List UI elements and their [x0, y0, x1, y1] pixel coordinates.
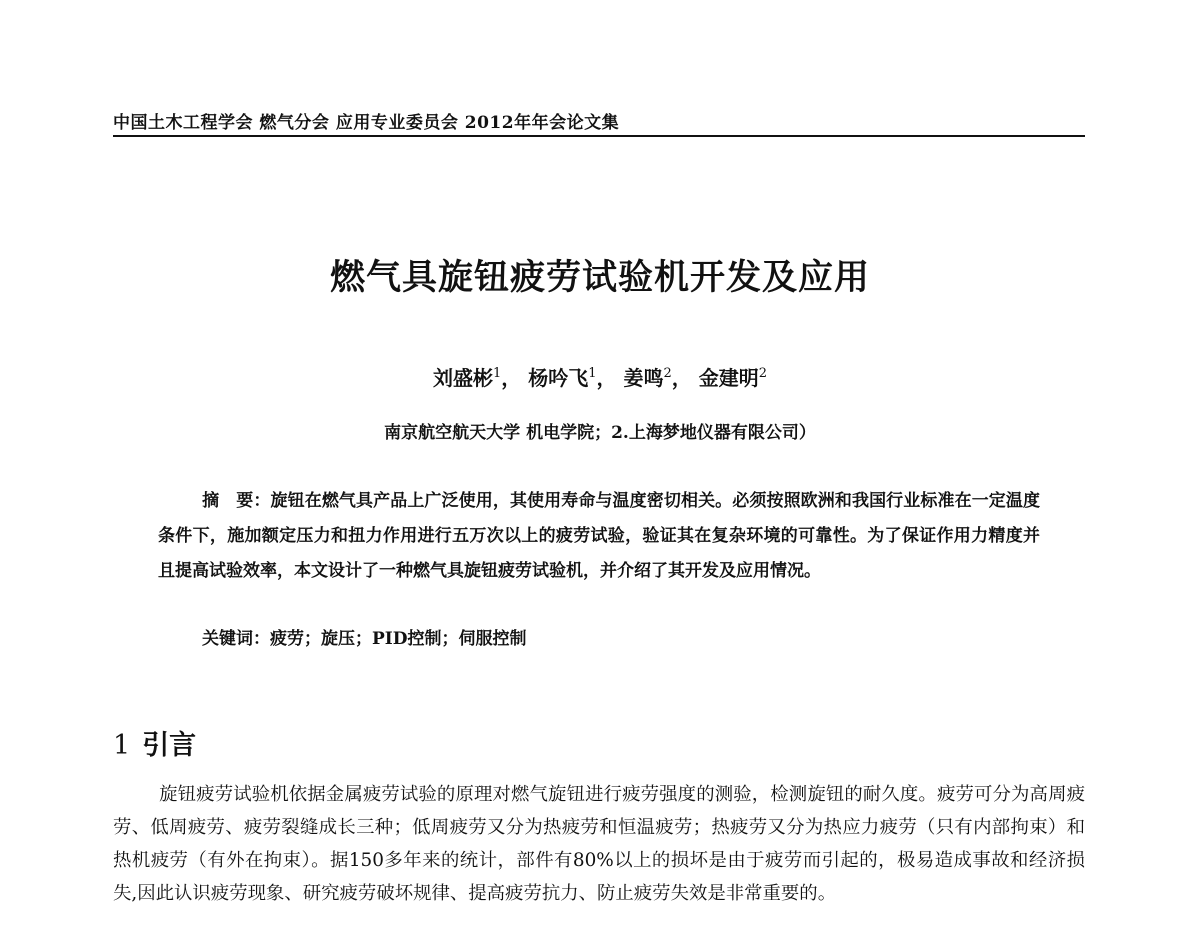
running-head: 中国土木工程学会 燃气分会 应用专业委员会 2012年年会论文集: [113, 113, 620, 133]
paper-title: 燃气具旋钮疲劳试验机开发及应用: [329, 258, 870, 298]
author-affiliation-mark: 2: [663, 366, 672, 381]
keywords: [202, 624, 526, 654]
section-heading: [113, 723, 196, 762]
keywords-label: 关键词：: [202, 629, 270, 649]
author-separator: ，: [596, 366, 617, 390]
keywords-text: 疲劳；旋压；PID控制；伺服控制: [270, 629, 527, 649]
abstract-label: 摘 要：: [202, 491, 271, 511]
author-affiliation-mark: 2: [758, 366, 768, 381]
author-name: 刘盛彬: [432, 366, 493, 390]
author-separator: ，: [501, 366, 522, 390]
header-rule: [113, 135, 1085, 137]
body-paragraph: [113, 778, 1085, 910]
abstract-text: 旋钮在燃气具产品上广泛使用，其使用寿命与温度密切相关。必须按照欧洲和我国行业标准在一定温度条件下，施加额定压力和扭力作用进行五万次以上的疲劳试验，验证其在复杂环境的可靠性。为了保证作用力精度并且提高试验效率，本文设计了一种燃气具旋钮疲劳试验机，并介绍了其开发及应用情况。: [158, 491, 1041, 581]
section-number: 1: [113, 730, 131, 761]
section-title: 引言: [142, 730, 197, 761]
author-separator: ，: [671, 366, 692, 390]
affiliation: 南京航空航天大学 机电学院；2.上海梦地仪器有限公司）: [384, 423, 816, 443]
body-paragraph-text: 旋钮疲劳试验机依据金属疲劳试验的原理对燃气旋钮进行疲劳强度的测验，检测旋钮的耐久度。疲劳可分为高周疲劳、低周疲劳、疲劳裂缝成长三种；低周疲劳又分为热疲劳和恒温疲劳；热疲劳又分为热应力疲劳（只有内部拘束）和热机疲劳（有外在拘束）。据150多年来的统计，部件有80%以上的损坏是由于疲劳而引起的，极易造成事故和经济损失,因此认识疲劳现象、研究疲劳破坏规律、提高疲劳抗力、防止疲劳失效是非常重要的。: [113, 784, 1085, 904]
author-name: 姜鸣: [623, 366, 664, 390]
abstract: [158, 484, 1040, 589]
author-name: 杨吟飞: [528, 366, 589, 390]
author-affiliation-mark: 1: [588, 366, 597, 381]
author-affiliation-mark: 1: [492, 366, 502, 381]
author-list: [0, 362, 1200, 391]
author-name: 金建明: [698, 366, 759, 390]
